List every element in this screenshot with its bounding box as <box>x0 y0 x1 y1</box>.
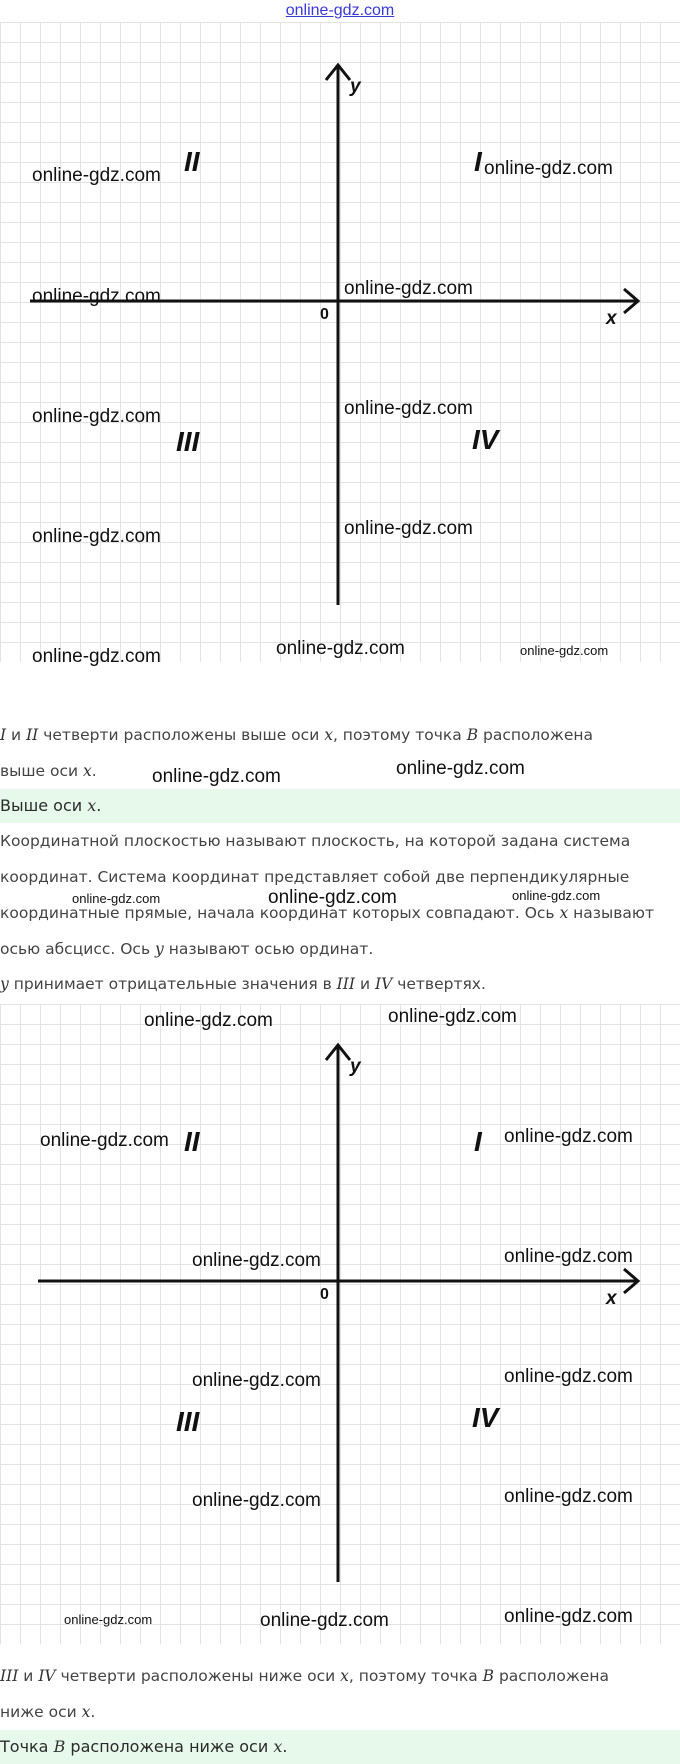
watermark: online-gdz.com <box>504 1246 633 1267</box>
answer-1: Выше оси x. <box>0 789 680 823</box>
watermark: online-gdz.com <box>504 1486 633 1507</box>
watermark: online-gdz.com <box>512 888 601 903</box>
quadrant-label-q2-2: II <box>184 1126 200 1157</box>
origin-label-2: 0 <box>320 1286 329 1303</box>
axes-2 <box>0 1000 680 1700</box>
watermark: online-gdz.com <box>40 1130 169 1151</box>
watermark: online-gdz.com <box>396 758 525 779</box>
watermark: online-gdz.com <box>32 646 161 667</box>
answer-2: Точка B расположена ниже оси x. <box>0 1730 680 1764</box>
watermark: online-gdz.com <box>32 406 161 427</box>
watermark: online-gdz.com <box>64 1612 153 1627</box>
theory-text: Координатной плоскостью называют плоскость, на которой задана система координат. Система координат представляет собой две перпендикулярные координатные прямые, начала координат которых совпадают. Ось x называют осью абсцисс. Ось y называют осью ординат. <box>0 832 654 958</box>
explanation-3: III и IV четверти расположены ниже оси x, поэтому точка B расположена ниже оси x. <box>0 1667 609 1721</box>
y-axis-label-1: y <box>350 76 361 97</box>
watermark: online-gdz.com <box>520 643 609 658</box>
watermark: online-gdz.com <box>32 165 161 186</box>
origin-label-1: 0 <box>320 306 329 323</box>
explanation-2: y принимает отрицательные значения в III и IV четвертях. <box>0 975 486 993</box>
watermark: online-gdz.com <box>504 1126 633 1147</box>
watermark: online-gdz.com <box>388 1006 517 1027</box>
watermark: online-gdz.com <box>276 638 405 659</box>
x-axis-label-2: x <box>606 1288 617 1309</box>
watermark: online-gdz.com <box>504 1606 633 1627</box>
quadrant-label-q3-2: III <box>176 1406 200 1437</box>
watermark: online-gdz.com <box>192 1490 321 1511</box>
watermark: online-gdz.com <box>192 1250 321 1271</box>
explanation-1: I и II четверти расположены выше оси x, поэтому точка B расположена выше оси x. <box>0 726 594 780</box>
watermark: online-gdz.com <box>72 891 161 906</box>
watermark: online-gdz.com <box>344 518 473 539</box>
watermark: online-gdz.com <box>344 398 473 419</box>
quadrant-label-q2-1: II <box>184 146 200 177</box>
watermark: online-gdz.com <box>32 526 161 547</box>
y-axis-label-2: y <box>350 1056 361 1077</box>
x-axis-label-1: x <box>606 308 617 329</box>
quadrant-label-q1-2: I <box>474 1126 482 1157</box>
quadrant-label-q4-2: IV <box>472 1402 499 1433</box>
watermark: online-gdz.com <box>268 887 397 908</box>
axes-1 <box>0 0 680 700</box>
quadrant-label-q4-1: IV <box>472 424 499 455</box>
watermark: online-gdz.com <box>484 158 613 179</box>
watermark: online-gdz.com <box>32 286 161 307</box>
watermark: online-gdz.com <box>152 766 281 787</box>
watermark: online-gdz.com <box>192 1370 321 1391</box>
watermark: online-gdz.com <box>144 1010 273 1031</box>
site-header-link[interactable]: online-gdz.com <box>285 2 395 19</box>
watermark: online-gdz.com <box>260 1610 389 1631</box>
watermark: online-gdz.com <box>504 1366 633 1387</box>
quadrant-label-q1-1: I <box>474 146 482 177</box>
watermark: online-gdz.com <box>344 278 473 299</box>
quadrant-label-q3-1: III <box>176 426 200 457</box>
